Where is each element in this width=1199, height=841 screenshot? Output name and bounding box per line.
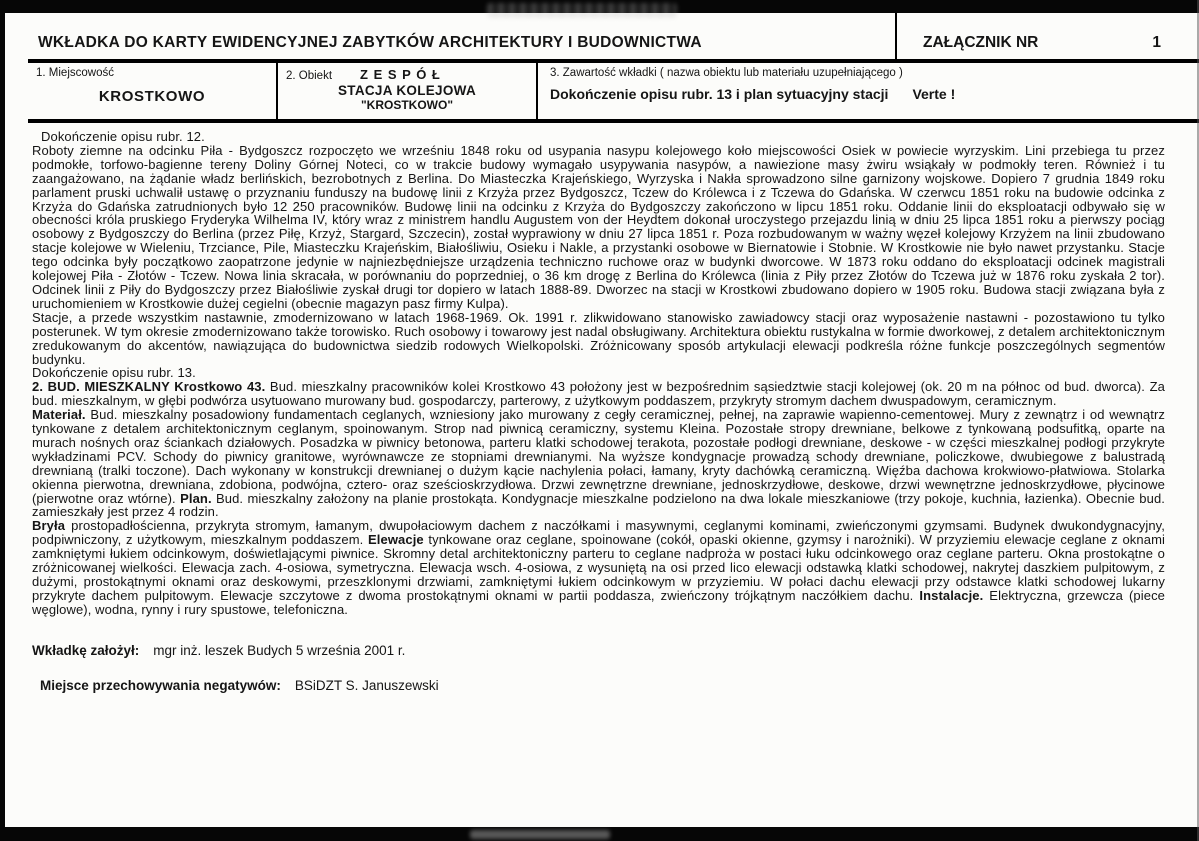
faint-stamp <box>487 3 677 18</box>
material-heading: Materiał. <box>32 407 86 423</box>
plan-heading: Plan. <box>180 490 212 506</box>
installations-heading: Instalacje. <box>919 587 984 603</box>
scan-smudge <box>470 830 610 839</box>
fields-row <box>28 63 1199 123</box>
header-row <box>28 13 1199 63</box>
field-contents-label: 3. Zawartość wkładki ( nazwa obiektu lub materiału uzupełniającego ) <box>550 67 903 79</box>
massing-text: prostopadłościenna, przykryta stromym, łamanym, dwupołaciowym dachem z naczółkami i masywnymi, ceglanymi kominami, zwieńczonymi gzymsami. Budynek dwukondygnacyjny, podpiwniczony, z użytkowym, mieszkalnym poddaszem. <box>32 518 1165 548</box>
massing-heading: Bryła <box>32 518 66 534</box>
residential-building-text: Bud. mieszkalny pracowników kolei Krostkowo 43 położony jest w bezpośrednim sąsiedztwie stacji kolejowej (ok. 20 m na północ od bud. dworca). Za bud. mieszkalnym, w głębi podwórza usytuowano murowany bud. gospodarczy, parterowy, z użytkowym poddaszem, przykryty stromym dachem dwuspadowym, ceramicznym. <box>32 379 1165 409</box>
paragraph-material-plan <box>32 408 1165 519</box>
footer <box>28 617 1199 693</box>
field-object-value-line1: STACJA KOLEJOWA <box>337 83 476 98</box>
attachment-number: 1 <box>1152 34 1161 51</box>
elevations-text: tynkowane oraz ceglane, spoinowane (cokół, opaski okienne, gzymsy i narożniki). W przyziemiu elewacje ceglane z oknami zamkniętymi łukiem odcinkowym, doświetlającymi piwnice. Skromny detal architektoniczny parteru to ceglane nadproża w postaci łuku odcinkowego oraz ceglane parteru. Okna prostokątne o zróżnicowanej wielkości. Elewacja zach. 4-osiowa, symetryczna. Elewacja wsch. 4-osiowa, z wysuniętą na osi przed lico elewacji odstawką klatki schodowej, nakrytej daszkiem pulpitowym, z dużymi, prostokątnymi oknami oraz deskowymi, przeszklonymi drzwiami, zamkniętymi łukiem odcinkowym w przyziemiu. W połaci dachu elewacji przy odstawce klatki schodowej lukarny przykryte dachem pulpitowym. Elewacje szczytowe z dwoma prostokątnymi oknami w partii poddasza, zwieńczony trójkątnym naczółkiem dachu. <box>32 532 1165 603</box>
negatives-line <box>32 678 1165 693</box>
scan-edge-left <box>0 0 5 841</box>
plan-text: Bud. mieszkalny założony na planie prostokąta. Kondygnacje mieszkalne podzielono na dwa lokale mieszkaniowe (trzy pokoje, kuchnia, łazienka). Obecnie bud. zamieszkały jest przez 4 rodzin. <box>32 490 1165 520</box>
paragraph-residential-building <box>32 380 1165 408</box>
field-object-group: Z E S P Ó Ł <box>360 67 441 82</box>
paragraph-massing-elevations <box>32 519 1165 616</box>
card-content <box>28 13 1199 693</box>
residential-building-heading: 2. BUD. MIESZKALNY Krostkowo 43. <box>32 379 266 395</box>
verte-note: Verte ! <box>912 86 956 102</box>
field-object <box>278 63 538 119</box>
field-object-label: 2. Obiekt <box>286 70 333 82</box>
field-object-value-line2: "KROSTKOWO" <box>360 98 454 112</box>
negatives-value: BSiDZT S. Januszewski <box>294 677 439 693</box>
section-heading-rubr12: Dokończenie opisu rubr. 12. <box>41 129 205 144</box>
field-locality <box>28 63 278 119</box>
field-locality-value: KROSTKOWO <box>98 88 206 105</box>
founder-label: Wkładkę założył: <box>32 642 140 658</box>
material-text: Bud. mieszkalny posadowiony fundamentach ceglanych, wzniesiony jako murowany z cegły ceramicznej, pełnej, na zaprawie wapienno-cementowej. Mury z zewnątrz i od wewnątrz tynkowane z detalem architektonicznym ceglanym, spoinowanym. Strop nad piwnicą ceramiczny, systemu Kleina. Pozostałe stropy drewniane, belkowe z tynkowaną podsufitką, oparte na murach nośnych oraz ściankach działowych. Posadzka w piwnicy betonowa, parteru klatki schodowej terakota, pozostałe podłogi drewniane, deskowe - w części mieszkalnej podłogi przykryte wykładzinami PCV. Schody do piwnicy granitowe, wyrównawcze ze stopniami drewnianymi. Na wyższe kondygnacje prowadzą schody drewniane, policzkowe, dwubiegowe z balustradą drewnianą (tralki toczone). Dach wykonany w konstrukcji drewnianej o dużym kącie nachylenia połaci, łamany, kryty dachówką ceramiczną. Więźba dachowa krokwiowo-płatwiowa. Stolarka okienna pierwotna, drewniana, zdobiona, podwójna, cztero- oraz sześcioskrzydłowa. Drzwi zewnętrzne drewniane, jednoskrzydłowe, deskowe, drzwi wewnętrzne jednoskrzydłowe, płycinowe (pierwotne oraz wtórne). <box>32 407 1165 506</box>
field-contents <box>538 63 1199 119</box>
paragraph-railway-history: Roboty ziemne na odcinku Piła - Bydgoszcz rozpoczęto we wrześniu 1848 roku od usypania nasypu kolejowego koło miejscowości Osiek w powiecie wyrzyskim. Lini przebiega tu przez podmokłe, torfowo-bagienne tereny Doliny Górnej Noteci, co w trakcie budowy wymagało usypywania nasypów, a nawiezione masy żwiru wsiąkały w podmokły teren. Również i tu zaangażowano, na żądanie władz berlińskich, bezrobotnych z Berlina. Do Miasteczka Krajeńskiego, Wyrzyska i Nakła sprowadzono silne garnizony wojskowe. Dopiero 7 grudnia 1849 roku parlament pruski uchwalił ustawę o przyznaniu funduszy na budowę linii z Krzyża przez Bydgoszcz, Tczew do Królewca i z Tczewa do Gdańska. W czerwcu 1851 roku na budowie odcinka z Krzyża do Gdańska zatrudnionych było 12 250 pracowników. Budowę linii na odcinku z Krzyża do Bydgoszczy zakończono w lipcu 1851 roku. Oddanie linii do eksploatacji odbywało się w obecności króla pruskiego Fryderyka Wilhelma IV, który wraz z ministrem handlu Augustem von der Heydtem dokonał uroczystego przejazdu linią w dniu 25 lipca 1851 roku a pierwszy pociąg osobowy z Bydgoszczy do Berlina (przez Piłę, Krzyż, Stargard, Szczecin), został wyprawiony w dniu 27 lipca 1851 r. Poza rozbudowanym w ważny węzeł kolejowy Krzyżem na linii zbudowano stacje kolejowe w Wieleniu, Trzciance, Pile, Miasteczku Krajeńskim, Białośliwiu, Osieku i Nakle, a przystanki osobowe w Biernatowie i Stobnie. W Krostkowie nie było nawet przystanku. Stacje tego odcinka były początkowo zaopatrzone jedynie w najniezbędniejsze urządzenia techniczno ruchowe oraz w budynki dworcowe. W 1873 roku oddano do eksploatacji odcinek magistrali kolejowej Piła - Złotów - Tczew. Nowa linia skracała, w porównaniu do poprzedniej, o 36 km drogę z Berlina do Królewca (linia z Piły przez Złotów do Tczewa już w 1876 roku zyskała 2 tor). Odcinek linii z Piły do Bydgoszczy przez Białośliwie zyskał drugi tor dopiero w latach 1888-89. Dworzec na stacji w Krostkowi zbudowano dopiero w 1905 roku. Budowa stacji związana była z uruchomieniem w Krostkowie dużej cegielni (obecnie magazyn pasz firmy Kulpa). <box>32 142 1165 311</box>
founder-line <box>32 643 1165 658</box>
paragraph-modernization: Stacje, a przede wszystkim nastawnie, zmodernizowano w latach 1968-1969. Ok. 1991 r. zlikwidowano stanowisko zawiadowcy stacji oraz wyposażenie nastawni - pozostawiono tu tylko posterunek. W tym okresie zmodernizowano także torowisko. Ruch osobowy i towarowy jest nadal obsługiwany. Architektura obiektu rustykalna w formie dworkowej, z detalem architektonicznym zredukowanym do akcentów, nawiązująca do budownictwa siedzib rodowych Wielkopolski. Zróżnicowany sposób artykulacji elewacji podkreśla różne funkcje poszczególnych segmentów budynku. <box>32 309 1165 367</box>
installations-text: Elektryczna, grzewcza (piece węglowe), wodna, rynny i rury spustowe, telefoniczna. <box>32 587 1165 617</box>
attachment-cell <box>895 13 1199 59</box>
founder-value: mgr inż. leszek Budych 5 września 2001 r. <box>153 642 406 658</box>
field-locality-label: 1. Miejscowość <box>36 67 114 79</box>
field-object-header <box>286 67 528 82</box>
negatives-label: Miejsce przechowywania negatywów: <box>40 677 281 693</box>
attachment-label: ZAŁĄCZNIK NR <box>923 34 1039 51</box>
field-contents-text: Dokończenie opisu rubr. 13 i plan sytuacyjny stacji <box>550 86 889 102</box>
elevations-heading: Elewacje <box>368 532 424 548</box>
description-body <box>28 123 1199 617</box>
field-contents-value <box>550 86 1191 102</box>
document-title: WKŁADKA DO KARTY EWIDENCYJNEJ ZABYTKÓW ARCHITEKTURY I BUDOWNICTWA <box>38 34 702 51</box>
section-heading-rubr13: Dokończenie opisu rubr. 13. <box>32 365 196 381</box>
